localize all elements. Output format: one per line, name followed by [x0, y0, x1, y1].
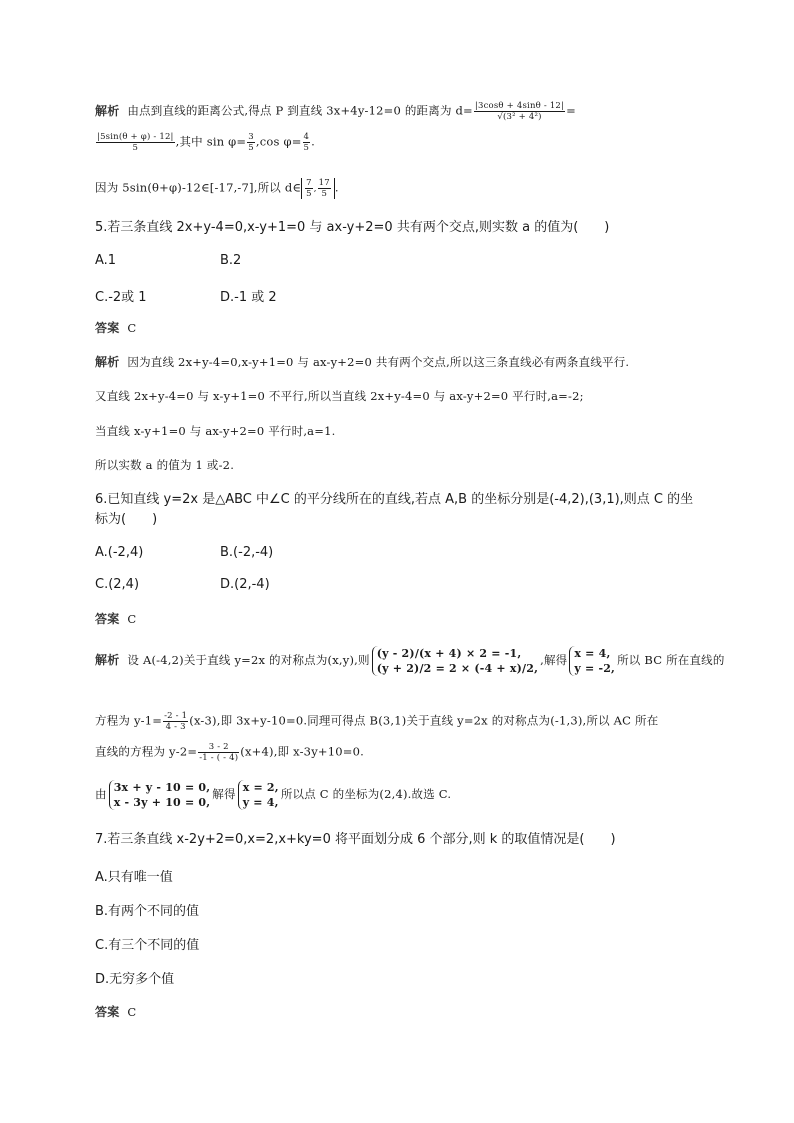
- prev-analysis-line-3: 因为 5sin(θ+φ)-12∈[-17,-7],所以 d∈ $\frac{7}{5}$ , $\frac{17}{5}$ .: [95, 178, 339, 199]
- distance-fraction-simplified: $\frac{|5\sin(\theta + \varphi) - 12|}{5}$: [97, 132, 174, 153]
- q6-option-b: B.(-2,-4): [220, 545, 274, 560]
- question-6-stem-line-1: 6.已知直线 y=2x 是△ABC 中∠C 的平分线所在的直线,若点 A,B 的坐标分别是(-4,2),(3,1),则点 C 的坐: [95, 492, 694, 507]
- slope-fraction-bc: $\frac{-2 - 1}{4 - 3}$: [164, 711, 188, 732]
- symmetry-solution-system: x = 4, y = -2,: [569, 646, 615, 676]
- cos-fraction: $\frac{4}{5}$: [303, 132, 310, 153]
- q5-option-d: D.-1 或 2: [220, 290, 277, 305]
- q7-option-b: B.有两个不同的值: [95, 904, 200, 919]
- q6-answer: 答案 C: [95, 612, 137, 626]
- q7-option-c: C.有三个不同的值: [95, 938, 200, 953]
- distance-fraction: $\frac{|3\cos\theta + 4\sin\theta - 12|}{\text{√(3² + 4²)}}$: [474, 101, 565, 122]
- q7-option-a: A.只有唯一值: [95, 870, 173, 885]
- q6-analysis-line-3: 直线的方程为 y-2= $\frac{3 - 2}{-1 - ( - 4)}$ (x+4),即 x-3y+10=0.: [95, 742, 364, 763]
- intersection-equation-system: 3x + y - 10 = 0, x - 3y + 10 = 0,: [109, 780, 211, 810]
- question-5-stem: 5.若三条直线 2x+y-4=0,x-y+1=0 与 ax-y+2=0 共有两个交点,则实数 a 的值为( ): [95, 220, 610, 235]
- question-7-stem: 7.若三条直线 x-2y+2=0,x=2,x+ky=0 将平面划分成 6 个部分,则 k 的取值情况是( ): [95, 832, 616, 847]
- q5-analysis-line-3: 当直线 x-y+1=0 与 ax-y+2=0 平行时,a=1.: [95, 424, 336, 438]
- slope-fraction-ac: $\frac{3 - 2}{-1 - ( - 4)}$: [199, 742, 239, 763]
- q5-analysis-line-1: 解析 因为直线 2x+y-4=0,x-y+1=0 与 ax-y+2=0 共有两个交点,所以这三条直线必有两条直线平行.: [95, 355, 630, 369]
- q7-answer: 答案 C: [95, 1005, 137, 1019]
- q5-analysis-line-2: 又直线 2x+y-4=0 与 x-y+1=0 不平行,所以当直线 2x+y-4=0 与 ax-y+2=0 平行时,a=-2;: [95, 389, 584, 403]
- q6-analysis-line-1: 解析 设 A(-4,2)关于直线 y=2x 的对称点为(x,y),则 (y - 2)/(x + 4) × 2 = -1, (y + 2)/2 = 2 × (-4 + x)/2, ,解得 x = 4, y = -2, 所以 BC 所在直线的: [95, 647, 725, 675]
- prev-analysis-line-1: 解析 由点到直线的距离公式,得点 P 到直线 3x+4y-12=0 的距离为 d= $\frac{|3\cos\theta + 4\sin\theta - 12|}{\text{√(3² + 4²)}}$ =: [95, 101, 576, 122]
- intersection-solution-system: x = 2, y = 4,: [238, 780, 279, 810]
- q5-option-c: C.-2或 1: [95, 290, 147, 305]
- q5-answer: 答案 C: [95, 321, 137, 335]
- q6-option-c: C.(2,4): [95, 577, 140, 592]
- q7-option-d: D.无穷多个值: [95, 972, 175, 987]
- symmetry-equation-system: (y - 2)/(x + 4) × 2 = -1, (y + 2)/2 = 2 × (-4 + x)/2,: [372, 646, 538, 676]
- q6-option-d: D.(2,-4): [220, 577, 270, 592]
- q5-analysis-line-4: 所以实数 a 的值为 1 或-2.: [95, 458, 235, 472]
- analysis-tag: 解析: [95, 103, 120, 118]
- q5-option-b: B.2: [220, 253, 242, 268]
- q6-analysis-line-4: 由 3x + y - 10 = 0, x - 3y + 10 = 0, 解得 x = 2, y = 4, 所以点 C 的坐标为(2,4).故选 C.: [95, 781, 452, 809]
- q6-option-a: A.(-2,4): [95, 545, 144, 560]
- question-6-stem-line-2: 标为( ): [95, 512, 158, 527]
- interval-bracket: $\frac{7}{5}$ , $\frac{17}{5}$: [301, 178, 335, 199]
- sin-fraction: $\frac{3}{5}$: [248, 132, 254, 153]
- q6-analysis-line-2: 方程为 y-1= $\frac{-2 - 1}{4 - 3}$ (x-3),即 3x+y-10=0.同理可得点 B(3,1)关于直线 y=2x 的对称点为(-1,3),所以 AC 所在: [95, 711, 659, 732]
- analysis-text: 由点到直线的距离公式,得点 P 到直线 3x+4y-12=0 的距离为 d=: [127, 103, 473, 118]
- prev-analysis-line-2: $\frac{|5\sin(\theta + \varphi) - 12|}{5}$ ,其中 sin φ= $\frac{3}{5}$ ,cos φ= $\frac{4}{5}$ .: [97, 132, 316, 153]
- q5-option-a: A.1: [95, 253, 117, 268]
